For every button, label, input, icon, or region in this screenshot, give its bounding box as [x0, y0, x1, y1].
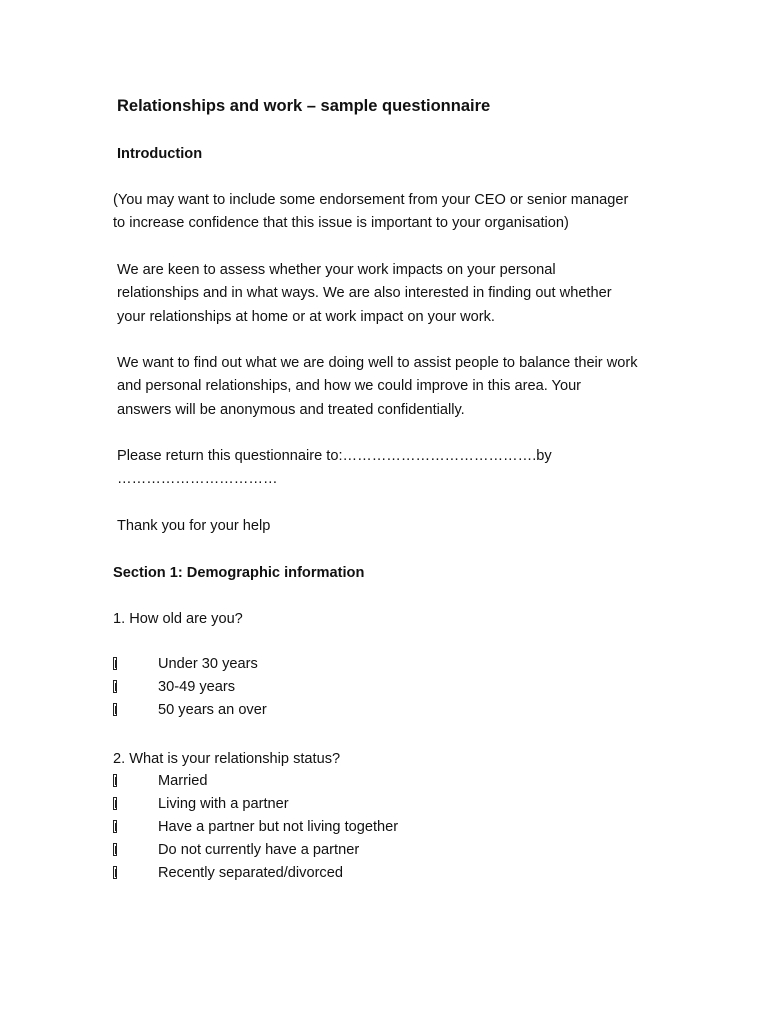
q1-option-50-over[interactable]: [113, 699, 513, 722]
q2-option-separated-divorced[interactable]: [113, 862, 513, 885]
q2-option-living-with-partner[interactable]: [113, 793, 513, 816]
text-line: relationships and in what ways. We are also interested in finding out whether: [117, 285, 612, 302]
checkbox-icon[interactable]: [113, 843, 117, 856]
endorsement-note: [113, 189, 628, 236]
text-line: your relationships at home or at work impact on your work.: [117, 308, 495, 325]
checkbox-icon[interactable]: [113, 680, 117, 693]
text-line: to increase confidence that this issue is important to your organisation): [113, 215, 569, 232]
option-label: Have a partner but not living together: [158, 819, 399, 835]
introduction-heading: Introduction: [117, 146, 203, 162]
text-line: (You may want to include some endorsement from your CEO or senior manager: [113, 192, 629, 208]
option-label: Married: [158, 773, 208, 789]
q2-option-married[interactable]: [113, 770, 513, 793]
option-label: Do not currently have a partner: [158, 842, 360, 858]
text-line: We are keen to assess whether your work impacts on your personal: [117, 262, 556, 278]
option-label: Living with a partner: [158, 796, 289, 812]
option-label: Recently separated/divorced: [158, 865, 343, 881]
text-line: ……………………………: [117, 471, 278, 488]
document-title: Relationships and work – sample questionnaire: [117, 97, 491, 115]
checkbox-icon[interactable]: [113, 866, 117, 879]
text-line: answers will be anonymous and treated confidentially.: [117, 401, 465, 418]
q2-option-no-partner[interactable]: [113, 839, 513, 862]
q1-option-30-49[interactable]: [113, 676, 513, 699]
checkbox-icon[interactable]: [113, 797, 117, 810]
checkbox-icon[interactable]: [113, 703, 117, 716]
thanks-text: Thank you for your help: [117, 518, 271, 534]
intro-paragraph-1: [117, 259, 612, 329]
option-label: Under 30 years: [158, 656, 258, 672]
text-line: We want to find out what we are doing well to assist people to balance their work: [117, 355, 638, 371]
option-label: 50 years an over: [158, 702, 267, 718]
option-label: 30-49 years: [158, 679, 236, 695]
q1-option-under-30[interactable]: [113, 653, 513, 676]
intro-paragraph-2: [117, 352, 638, 422]
return-instructions: [117, 445, 552, 492]
text-line: Please return this questionnaire to:………………………………….by: [117, 448, 552, 464]
question-2: 2. What is your relationship status?: [113, 751, 341, 767]
q2-option-partner-not-living-together[interactable]: [113, 816, 513, 839]
question-1: 1. How old are you?: [113, 611, 243, 627]
section1-heading: Section 1: Demographic information: [113, 565, 365, 581]
checkbox-icon[interactable]: [113, 820, 117, 833]
text-line: and personal relationships, and how we could improve in this area. Your: [117, 378, 582, 395]
checkbox-icon[interactable]: [113, 774, 117, 787]
checkbox-icon[interactable]: [113, 657, 117, 670]
